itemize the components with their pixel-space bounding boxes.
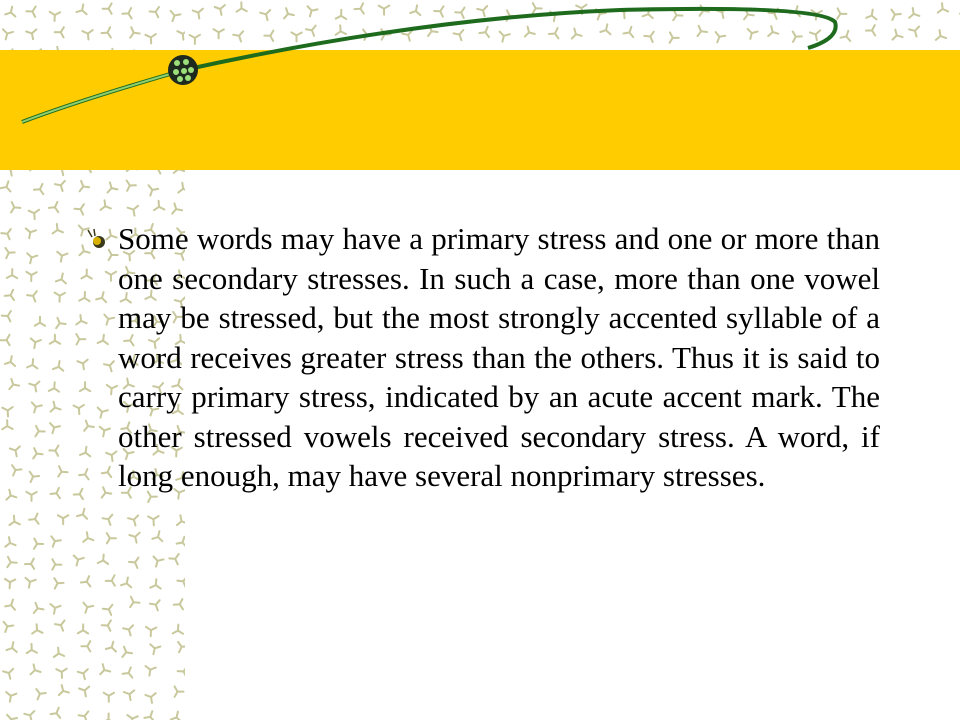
swoosh-ball-icon (168, 55, 198, 85)
beetle-bullet-icon (86, 227, 108, 251)
swoosh-decoration (0, 0, 960, 180)
body-paragraph: Some words may have a primary stress and one or more than one secondary stresses. In such a case, more than one vowel may be stressed, but the most strongly accented syllable of a word receives greater stress than the others. Thus it is said to carry primary stress, indicated by an acute accent mark. The other stressed vowels received secondary stress. A word, if long enough, may have several nonprimary stresses. (118, 221, 880, 493)
